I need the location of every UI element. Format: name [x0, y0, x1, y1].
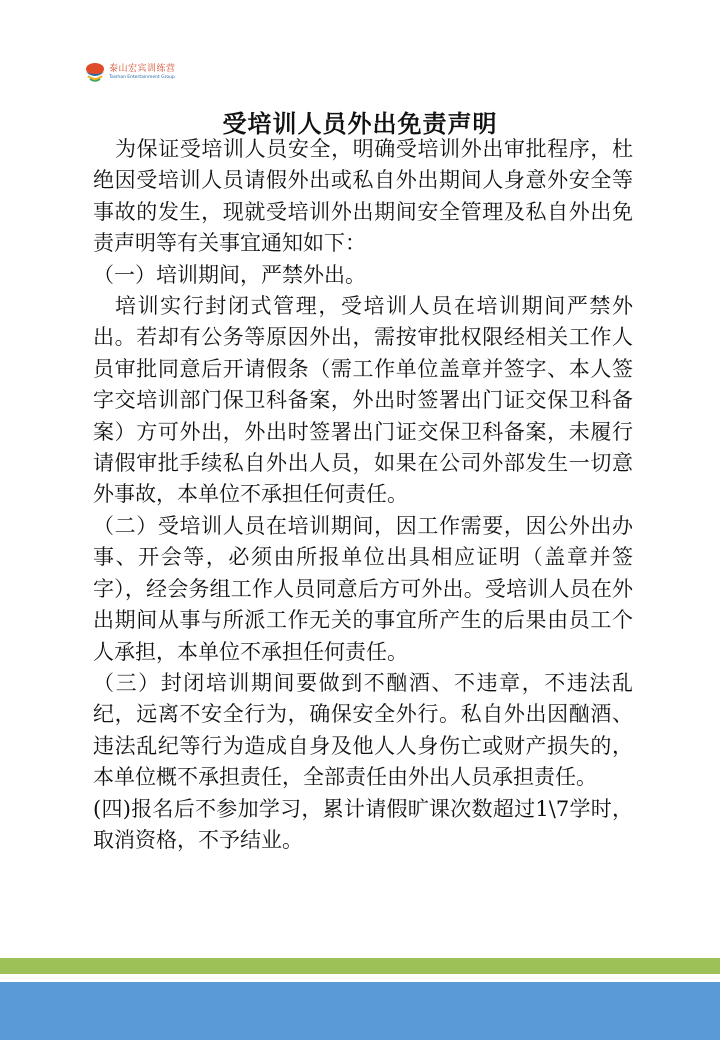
- footer-blue-band: [0, 982, 720, 1040]
- logo-name-en: Taishan Entertainment Group: [109, 75, 175, 80]
- section-2-paragraph: （二）受培训人员在培训期间，因工作需要，因公外出办事、开会等，必须由所报单位出具相应证明（盖章并签字），经会务组工作人员同意后方可外出。受培训人员在外出期间从事与所派工作无关的事宜所产生的后果由员工个人承担，本单位不承担任何责任。: [93, 513, 633, 664]
- footer-green-band: [0, 958, 720, 974]
- logo-emblem-icon: [84, 60, 106, 84]
- intro-paragraph: 为保证受培训人员安全，明确受培训外出审批程序，杜绝因受培训人员请假外出或私自外出期间人身意外安全等事故的发生，现就受培训外出期间安全管理及私自外出免责声明等有关事宜通知如下：: [93, 137, 633, 256]
- document-title: 受培训人员外出免责声明: [222, 109, 498, 138]
- section-3-paragraph: （三）封闭培训期间要做到不酗酒、不违章，不违法乱纪，远离不安全行为，确保安全外行。私自外出因酗酒、违法乱纪等行为造成自身及他人人身伤亡或财产损失的，本单位概不承担责任，全部责任由外出人员承担责任。: [93, 670, 633, 790]
- document-body: [93, 134, 633, 856]
- section-4-paragraph: (四)报名后不参加学习，累计请假旷课次数超过1\7学时，取消资格，不予结业。: [93, 796, 633, 852]
- section-1-heading: （一）培训期间，严禁外出。: [93, 262, 366, 287]
- logo-name-cn: 泰山宏宾训练营: [109, 64, 176, 74]
- section-1-paragraph: 培训实行封闭式管理，受培训人员在培训期间严禁外出。若却有公务等原因外出，需按审批权限经相关工作人员审批同意后开请假条（需工作单位盖章并签字、本人签字交培训部门保卫科备案，外出时签署出门证交保卫科备案）方可外出，外出时签署出门证交保卫科备案，未履行请假审批手续私自外出人员，如果在公司外部发生一切意外事故，本单位不承担任何责任。: [93, 294, 633, 507]
- company-logo: [84, 60, 194, 90]
